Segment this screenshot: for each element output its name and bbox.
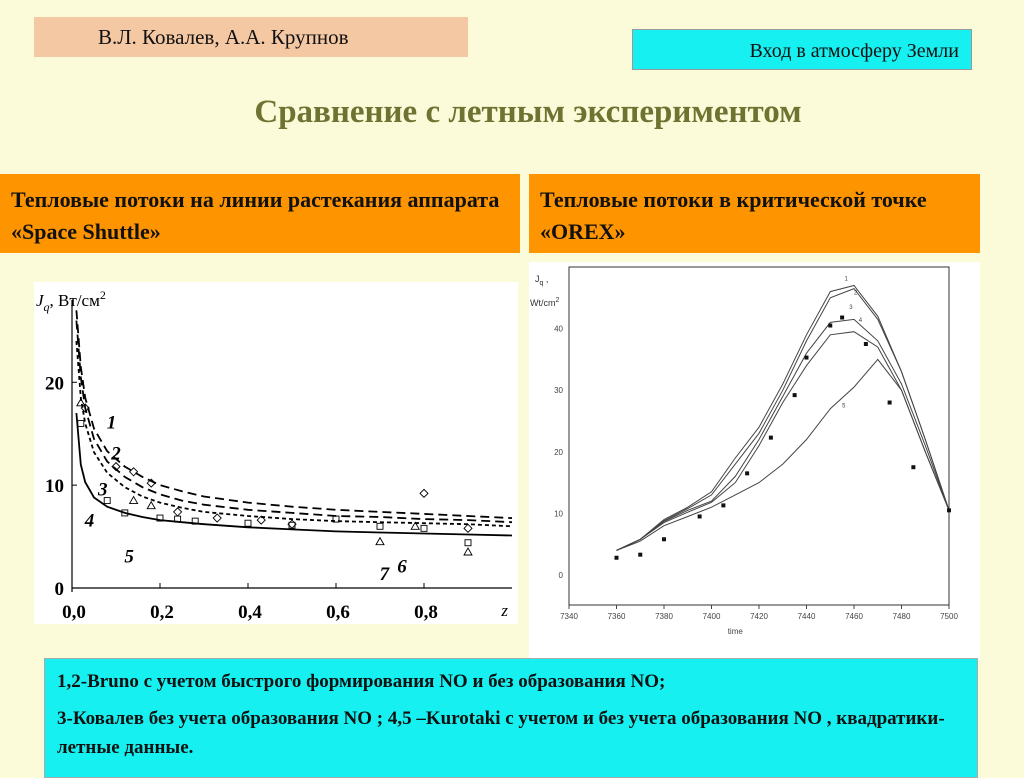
x-tick-label: 0,0: [62, 602, 86, 623]
curve-label-1: 1: [106, 412, 117, 434]
flight-data-point: [638, 553, 642, 557]
curve-label-3: 3: [98, 479, 108, 501]
scatter-triangle: [130, 497, 138, 504]
y-tick-label: 20: [554, 447, 563, 457]
left-panel-header: Тепловые потоки на линии растекания аппарата «Space Shuttle»: [0, 174, 520, 253]
scatter-diamond: [174, 508, 182, 516]
shuttle-chart-svg: [34, 282, 518, 624]
series-line-1: [617, 286, 950, 551]
scatter-triangle: [147, 502, 155, 509]
series-line-4: [617, 332, 950, 551]
flight-data-point: [615, 556, 619, 560]
flight-data-point: [793, 393, 797, 397]
shuttle-heat-flux-chart: [34, 282, 518, 624]
y-tick-label: 0: [558, 571, 563, 580]
y-tick-label: 10: [554, 509, 563, 519]
x-tick-label: 7340: [560, 612, 578, 621]
orex-heat-flux-chart: [529, 262, 980, 660]
curve-label-4: 4: [858, 317, 863, 324]
legend-line-1: 1,2-Bruno с учетом быстрого формирования NO и без образования NO;: [57, 671, 666, 692]
series-line-3: [76, 341, 512, 526]
scatter-square: [78, 420, 84, 426]
flight-data-point: [864, 342, 868, 346]
scatter-diamond: [213, 514, 221, 522]
x-tick-label: 0,6: [326, 602, 350, 623]
y-tick-label: 0: [54, 579, 64, 600]
right-panel-header: Тепловые потоки в критической точке «OREX»: [529, 174, 980, 253]
y-tick-label: 30: [554, 386, 563, 396]
x-tick-label: 7360: [607, 612, 626, 621]
series-line-2: [76, 321, 512, 523]
flight-data-point: [828, 324, 832, 328]
legend-box: [44, 658, 978, 778]
y-axis-label-line2: $Wt/cm^2$: [530, 297, 560, 308]
flight-data-point: [662, 537, 666, 541]
x-tick-label: 7380: [655, 612, 673, 621]
curve-label-4: 4: [84, 510, 95, 532]
flight-data-point: [698, 514, 702, 518]
x-tick-label: 7480: [892, 612, 911, 621]
x-tick-label: 7440: [797, 612, 816, 621]
curve-label-7: 7: [379, 563, 390, 585]
y-tick-label: 20: [45, 373, 64, 395]
x-tick-label: 7500: [940, 612, 958, 621]
scatter-diamond: [420, 489, 428, 497]
x-tick-label: 0,8: [414, 602, 438, 623]
orex-chart-svg: [529, 262, 980, 660]
topic-label: Вход в атмосферу Земли: [632, 29, 972, 70]
series-line-4: [76, 413, 512, 535]
y-axis-label: $J_q$, $Вт/см^2$: [36, 288, 106, 314]
curve-label-5: 5: [842, 403, 846, 410]
scatter-square: [465, 540, 471, 546]
scatter-diamond: [130, 468, 138, 476]
authors-label: В.Л. Ковалев, А.А. Крупнов: [34, 17, 468, 57]
scatter-square: [377, 523, 383, 529]
scatter-diamond: [464, 524, 472, 532]
flight-data-point: [947, 508, 951, 512]
scatter-square: [245, 520, 251, 526]
y-tick-label: 10: [45, 476, 64, 498]
curve-label-3: 3: [849, 304, 853, 311]
x-axis-label: time: [727, 627, 743, 636]
flight-data-point: [721, 503, 725, 507]
curve-label-6: 6: [397, 556, 407, 578]
flight-data-point: [745, 471, 749, 475]
scatter-triangle: [376, 538, 384, 545]
flight-data-point: [840, 316, 844, 320]
x-axis-label: z: [501, 601, 508, 620]
curve-label-5: 5: [124, 546, 134, 568]
scatter-triangle: [464, 548, 472, 555]
curve-label-2: 2: [111, 443, 121, 465]
flight-data-point: [769, 436, 773, 440]
curve-label-1: 1: [844, 276, 848, 283]
flight-data-point: [805, 356, 809, 360]
scatter-square: [421, 525, 427, 531]
plot-frame: [569, 267, 949, 605]
x-tick-label: 0,2: [150, 602, 174, 623]
series-line-2: [617, 289, 950, 551]
x-tick-label: 7460: [845, 612, 863, 621]
y-tick-label: 40: [554, 324, 563, 334]
y-axis-label-line1: $J_q$ ,: [535, 274, 549, 287]
legend-line-2: 3-Ковалев без учета образования NO ; 4,5 –Kurotaki с учетом и без учета образования NO , квадратики-летные данные.: [57, 708, 945, 758]
x-tick-label: 7420: [750, 612, 768, 621]
series-line-3: [617, 319, 950, 550]
page-title: Сравнение с летным экспериментом: [254, 94, 802, 130]
flight-data-point: [911, 465, 915, 469]
scatter-square: [289, 522, 295, 528]
x-tick-label: 0,4: [238, 602, 262, 623]
flight-data-point: [888, 401, 892, 405]
curve-label-2: 2: [854, 290, 858, 297]
x-tick-label: 7400: [702, 612, 721, 621]
